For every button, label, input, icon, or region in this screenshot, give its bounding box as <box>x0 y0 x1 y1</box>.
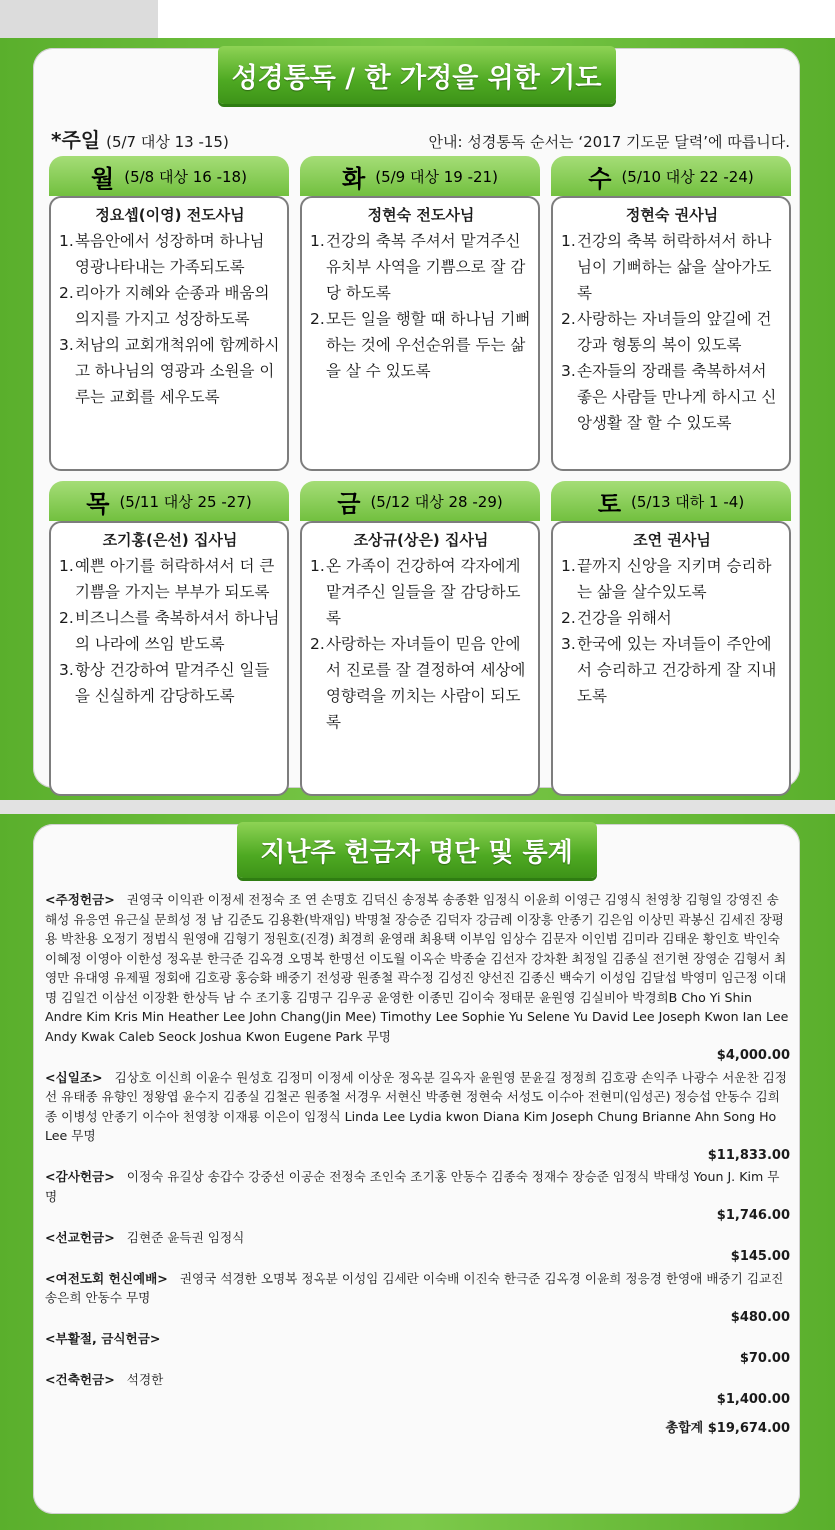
offering-subtotal: $1,746.00 <box>716 1208 790 1223</box>
offering-subtotal: $145.00 <box>730 1249 790 1264</box>
prayer-item-number: 3. <box>561 635 576 653</box>
prayer-item-number: 1. <box>59 232 74 250</box>
prayer-item-number: 2. <box>561 609 576 627</box>
prayer-day-card <box>551 156 791 471</box>
day-tab <box>49 156 289 196</box>
week-row <box>51 124 790 153</box>
offering-category: <감사헌금> <box>45 1169 115 1184</box>
prayer-item-number: 1. <box>310 232 325 250</box>
offering-category: <부활절, 금식헌금> <box>45 1331 161 1346</box>
prayer-items <box>310 228 532 384</box>
reading-guide-note: 안내: 성경통독 순서는 ‘2017 기도문 달력’에 따릅니다. <box>428 133 790 151</box>
offering-section <box>45 1167 790 1226</box>
prayer-item <box>310 306 532 384</box>
prayer-day-card <box>49 481 289 796</box>
offering-names-line <box>45 1167 790 1206</box>
prayer-item <box>59 553 281 605</box>
grand-total <box>45 1419 790 1439</box>
day-name: 수 <box>588 164 612 193</box>
offering-section <box>45 1269 790 1328</box>
offering-section <box>45 1068 790 1166</box>
day-name: 목 <box>86 489 110 518</box>
day-tab <box>300 156 540 196</box>
offering-names-line <box>45 1068 790 1146</box>
prayer-item <box>310 631 532 735</box>
prayer-item-text: 리아가 지혜와 순종과 배움의 의지를 가지고 성장하도록 <box>75 284 270 328</box>
offering-category: <건축헌금> <box>45 1372 115 1387</box>
day-name: 화 <box>342 164 366 193</box>
offering-names: 권영국 석경한 오명복 정옥분 이성임 김세란 이숙배 이진숙 한극준 김옥경 이윤희 정응경 한영애 배중기 김교진 송은희 안동수 무명 <box>45 1270 784 1305</box>
prayer-item-number: 2. <box>561 310 576 328</box>
offering-category: <주정헌금> <box>45 892 115 907</box>
prayer-item-text: 온 가족이 건강하여 각자에게 맡겨주신 일들을 잘 감당하도록 <box>326 557 521 627</box>
prayer-item <box>561 605 783 631</box>
prayer-person: 정요셉(이영) 전도사님 <box>95 206 245 224</box>
day-name: 금 <box>337 489 361 518</box>
day-prayer-box <box>49 196 289 471</box>
prayer-items <box>310 553 532 735</box>
day-prayer-box <box>300 521 540 796</box>
prayer-item-number: 1. <box>561 232 576 250</box>
prayer-person: 조상규(상은) 집사님 <box>353 531 489 549</box>
prayer-item-text: 모든 일을 행할 때 하나님 기뻐하는 것에 우선순위를 두는 삶을 살 수 있도록 <box>326 310 531 380</box>
prayer-person: 조기홍(은선) 집사님 <box>102 531 238 549</box>
day-prayer-box <box>551 521 791 796</box>
offering-subtotal: $480.00 <box>730 1309 790 1325</box>
prayer-item-number: 1. <box>59 557 74 575</box>
offering-subtotal: $1,400.00 <box>716 1391 790 1407</box>
day-name: 토 <box>597 489 621 518</box>
prayer-item <box>561 631 783 709</box>
prayer-item-text: 건강의 축복 허락하셔서 하나님이 기뻐하는 삶을 살아가도록 <box>577 232 772 302</box>
prayer-item-text: 복음안에서 성장하며 하나님 영광나타내는 가족되도록 <box>75 232 265 276</box>
offering-section <box>45 1228 790 1267</box>
prayer-item <box>561 358 783 436</box>
prayer-items <box>59 553 281 709</box>
grand-total-label: 총합계 <box>665 1421 704 1436</box>
prayer-item-text: 처남의 교회개척위에 함께하시고 하나님의 영광과 소원을 이루는 교회를 세우도록 <box>75 336 280 406</box>
prayer-item-text: 손자들의 장래를 축복하셔서 좋은 사람들 만나게 하시고 신앙생활 잘 할 수 있도록 <box>577 362 777 432</box>
prayer-item <box>59 605 281 657</box>
prayer-item <box>561 306 783 358</box>
prayer-item-number: 2. <box>59 284 74 302</box>
offering-names: 김상호 이신희 이윤수 원성호 김정미 이정세 이상운 정옥분 길옥자 윤원영 문윤길 정정희 김호광 손익주 나광수 서운찬 김정선 유태종 유향인 정왕엽 윤수지 김종실 김철곤 원종철 서경우 서현신 박종현 정현숙 서성도 이수아 전현미(임성곤) 정승섭 안동수 김희종 이병성 안종기 이수아 천영창 이재룡 이은이 임정식 Linda Lee Lydia kwon Diana Kim Joseph Chung Brianne Ahn Song Ho Lee 무명 <box>45 1069 787 1143</box>
offering-subtotal: $4,000.00 <box>716 1048 790 1063</box>
offering-category: <여전도회 헌신예배> <box>45 1270 168 1286</box>
offering-subtotal: $11,833.00 <box>707 1147 790 1163</box>
prayer-item-text: 사랑하는 자녀들의 앞길에 건강과 형통의 복이 있도록 <box>577 310 772 354</box>
offering-list <box>45 890 790 1439</box>
offering-section <box>45 1370 790 1409</box>
prayer-items <box>59 228 281 410</box>
prayer-day-card <box>300 156 540 471</box>
section-divider-strip <box>0 800 835 814</box>
prayer-section-frame <box>0 38 835 800</box>
prayer-item-text: 한국에 있는 자녀들이 주안에서 승리하고 건강하게 잘 지내도록 <box>577 635 777 705</box>
offering-section <box>45 1329 790 1368</box>
day-name: 월 <box>91 164 115 193</box>
prayer-day-card <box>300 481 540 796</box>
offering-names-line <box>45 1370 790 1390</box>
prayer-item <box>310 228 532 306</box>
prayer-item-number: 3. <box>59 661 74 679</box>
offering-names-line <box>45 890 790 1046</box>
prayer-item <box>310 553 532 631</box>
prayer-item-number: 3. <box>561 362 576 380</box>
day-reading-range: (5/12 대상 28 -29) <box>370 492 503 511</box>
prayer-item-text: 예쁜 아기를 허락하셔서 더 큰 기쁨을 가지는 부부가 되도록 <box>75 557 275 601</box>
sunday-range: (5/7 대상 13 -15) <box>106 133 229 151</box>
offering-section-frame <box>0 814 835 1530</box>
prayer-items <box>561 553 783 709</box>
sunday-label-text: *주일 <box>51 128 101 152</box>
prayer-person: 조연 권사님 <box>633 531 711 549</box>
prayer-item-number: 1. <box>561 557 576 575</box>
day-tab <box>49 481 289 521</box>
prayer-item <box>59 657 281 709</box>
prayer-day-card <box>551 481 791 796</box>
grand-total-amount: $19,674.00 <box>707 1421 790 1436</box>
prayer-item-text: 항상 건강하여 맡겨주신 일들을 신실하게 감당하도록 <box>75 661 270 705</box>
day-reading-range: (5/10 대상 22 -24) <box>621 167 754 186</box>
prayer-day-grid <box>49 156 791 796</box>
day-reading-range: (5/8 대상 16 -18) <box>124 167 247 186</box>
prayer-item <box>59 228 281 280</box>
offering-names: 이정숙 유길상 송갑수 강중선 이공순 전정숙 조인숙 조기홍 안동수 김종숙 정재수 장승준 임정식 박태성 Youn J. Kim 무명 <box>45 1169 780 1204</box>
offering-category: <십일조> <box>45 1069 103 1085</box>
prayer-items <box>561 228 783 436</box>
offering-panel <box>33 824 800 1514</box>
day-prayer-box <box>49 521 289 796</box>
day-tab <box>300 481 540 521</box>
offering-names: 권영국 이익관 이정세 전정숙 조 연 손명호 김덕신 송정복 송종환 임정식 이윤희 이영근 김영식 천영창 김형일 강영진 송해성 유응연 유근실 문희성 정 남 김준도 김용환(박재임) 박명철 장승준 김덕자 강금례 이장흥 안종기 김은임 이상민 곽봉신 김세진 장평용 박찬용 오정기 정범식 원영애 김형기 정원호(진경) 최경희 윤영래 최용택 이부임 임상수 김문자 이인범 김미라 김태운 황인호 박인숙 이혜정 이영아 이한성 정옥분 한극준 김옥경 오명복 한명선 이도월 이옥순 박종술 김선자 강차환 최정일 김종실 전기현 장영순 김형서 최영만 유대영 유제필 정회애 김호광 홍승화 배중기 전성광 원종철 곽수정 김성진 양선진 김종신 백숙기 이성임 김달섭 박영미 임근정 이대명 김일건 이삼선 이장환 한상득 남 수 조기홍 김명구 김우공 윤영한 이종민 김이숙 정태문 윤원영 김실비아 박경희B Cho Yi Shin Andre Kim Kris Min Heather Lee John Chang(Jin Mee) Timothy Lee Sophie Yu Selene Yu David Lee Joseph Kwon Ian Lee Andy Kwak Caleb Seock Joshua Kwon Eugene Park 무명 <box>45 892 789 1044</box>
day-tab <box>551 481 791 521</box>
prayer-item-text: 건강을 위해서 <box>577 609 672 627</box>
prayer-item <box>561 553 783 605</box>
prayer-item <box>59 332 281 410</box>
top-left-gray-strip <box>0 0 158 38</box>
prayer-item-text: 비즈니스를 축복하셔서 하나님의 나라에 쓰임 받도록 <box>75 609 280 653</box>
offering-names-line <box>45 1269 790 1308</box>
sunday-label <box>51 124 229 153</box>
prayer-item-number: 1. <box>310 557 325 575</box>
day-tab <box>551 156 791 196</box>
prayer-panel <box>33 48 800 788</box>
prayer-item <box>561 228 783 306</box>
prayer-item-text: 건강의 축복 주셔서 맡겨주신 유치부 사역을 기쁨으로 잘 감당 하도록 <box>326 232 526 302</box>
day-prayer-box <box>300 196 540 471</box>
prayer-title-banner: 성경통독 / 한 가정을 위한 기도 <box>218 46 616 104</box>
offering-names: 석경한 <box>126 1372 164 1387</box>
prayer-item-number: 2. <box>310 635 325 653</box>
offering-section <box>45 890 790 1066</box>
offering-names-line <box>45 1329 790 1349</box>
offering-category: <선교헌금> <box>45 1229 115 1245</box>
prayer-person: 정현숙 전도사님 <box>367 206 475 224</box>
day-reading-range: (5/11 대상 25 -27) <box>119 492 252 511</box>
prayer-item-number: 2. <box>59 609 74 627</box>
prayer-day-card <box>49 156 289 471</box>
day-reading-range: (5/9 대상 19 -21) <box>375 167 498 186</box>
prayer-person: 정현숙 권사님 <box>625 206 719 224</box>
prayer-item-number: 3. <box>59 336 74 354</box>
offering-subtotal: $70.00 <box>739 1350 790 1366</box>
offering-names-line <box>45 1228 790 1248</box>
offering-names: 김현준 윤득권 임정식 <box>126 1229 245 1245</box>
day-reading-range: (5/13 대하 1 -4) <box>631 492 745 511</box>
prayer-item-text: 사랑하는 자녀들이 믿음 안에서 진로를 잘 결정하여 세상에 영향력을 끼치는 사람이 되도록 <box>326 635 526 731</box>
prayer-item-number: 2. <box>310 310 325 328</box>
prayer-item <box>59 280 281 332</box>
offering-title-banner: 지난주 헌금자 명단 및 통계 <box>237 822 597 878</box>
day-prayer-box <box>551 196 791 471</box>
prayer-item-text: 끝까지 신앙을 지키며 승리하는 삶을 살수있도록 <box>577 557 772 601</box>
